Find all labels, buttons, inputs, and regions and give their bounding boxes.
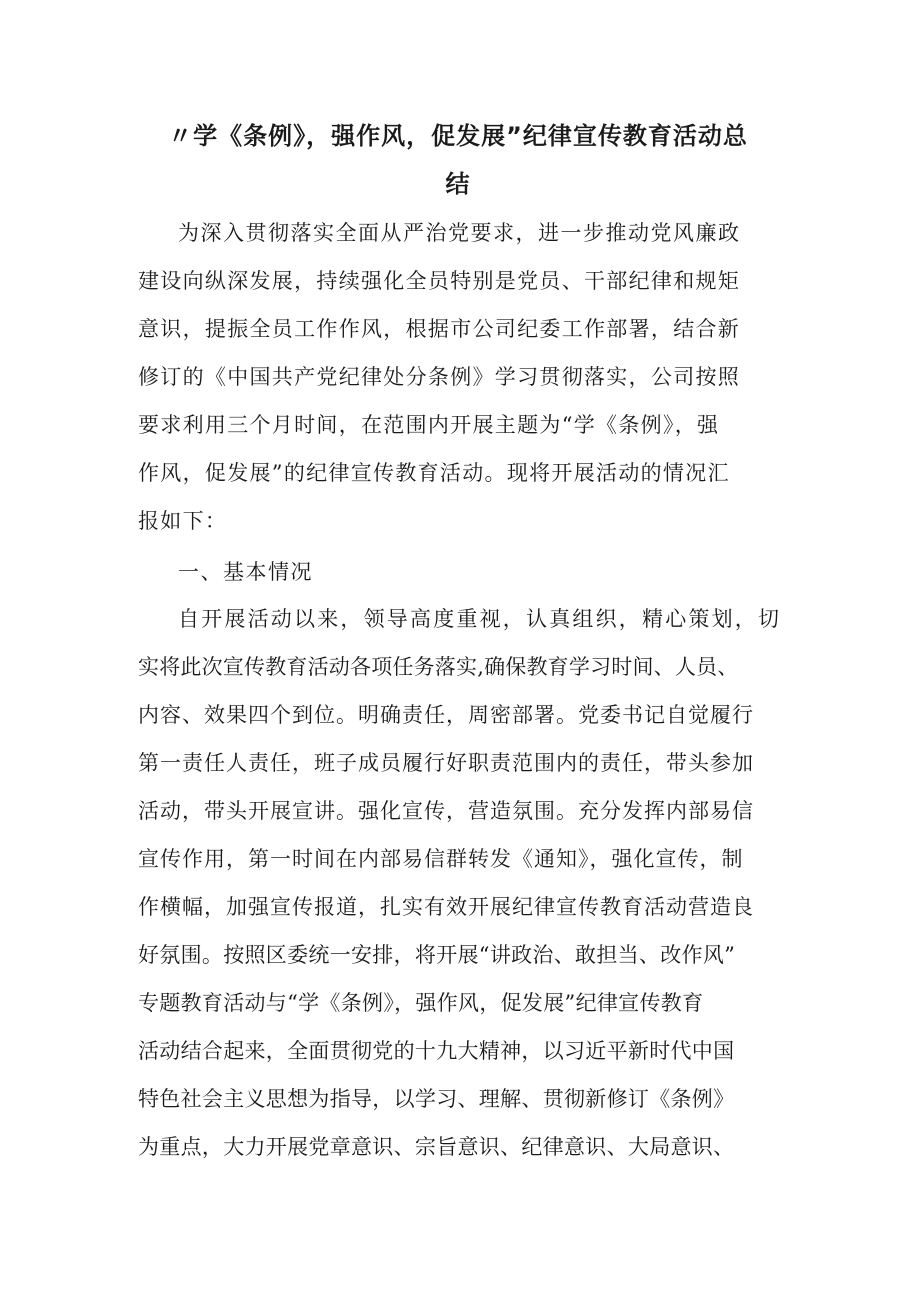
body-line: 意识，提振全员工作作风，根据市公司纪委工作部署，结合新: [138, 317, 741, 341]
body-line: 作风，促发展”的纪律宣传教育活动。现将开展活动的情况汇: [138, 461, 730, 485]
body-line: 好氛围。按照区委统一安排，将开展“讲政治、敢担当、改作风”: [138, 943, 736, 967]
body-line: 活动，带头开展宣讲。强化宣传，营造氛围。充分发挥内部易信: [138, 799, 754, 823]
body-line: 宣传作用，第一时间在内部易信群转发《通知》，强化宣传，制: [138, 847, 744, 871]
body-line: 内容、效果四个到位。明确责任，周密部署。党委书记自觉履行: [138, 703, 754, 727]
body-line: 为深入贯彻落实全面从严治党要求，进一步推动党风廉政: [178, 221, 741, 245]
body-line: 自开展活动以来，领导高度重视，认真组织，精心策划，切: [178, 607, 782, 631]
body-line: 第一责任人责任，班子成员履行好职责范围内的责任，带头参加: [138, 751, 754, 775]
document-title: 〃学《条例》，强作风，促发展”纪律宣传教育活动总: [168, 122, 748, 150]
body-line: 报如下：: [138, 509, 228, 533]
body-line: 专题教育活动与“学《条例》，强作风，促发展”纪律宣传教育: [138, 991, 704, 1015]
document-title-continued: 结: [445, 170, 471, 198]
body-line: 修订的《中国共产党纪律处分条例》学习贯彻落实，公司按照: [138, 365, 741, 389]
body-line: 活动结合起来，全面贯彻党的十九大精神，以习近平新时代中国: [138, 1039, 735, 1063]
body-line: 作横幅，加强宣传报道，扎实有效开展纪律宣传教育活动营造良: [138, 895, 754, 919]
body-line: 建设向纵深发展，持续强化全员特别是党员、干部纪律和规矩: [138, 269, 741, 293]
body-line: 实将此次宣传教育活动各项任务落实,确保教育学习时间、人员、: [138, 655, 739, 679]
body-line: 特色社会主义思想为指导，以学习、理解、贯彻新修订《条例》: [138, 1087, 735, 1111]
section-heading: 一、基本情况: [178, 560, 313, 584]
body-line: 要求利用三个月时间，在范围内开展主题为“学《条例》，强: [138, 413, 720, 437]
body-line: 为重点，大力开展党章意识、宗旨意识、纪律意识、大局意识、: [138, 1135, 735, 1159]
